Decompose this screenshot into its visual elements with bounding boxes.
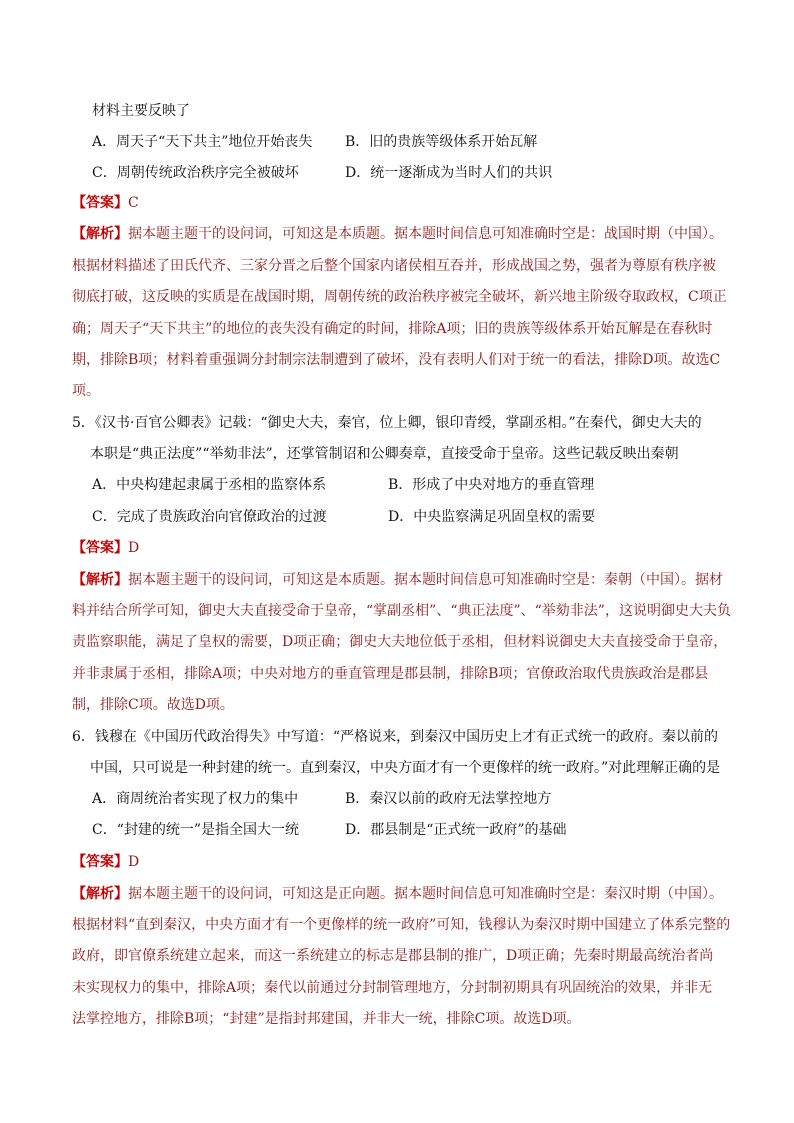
answer-value: D [128, 854, 140, 870]
q5-analysis-line-3: 并非隶属于丞相，排除A项；中央对地方的垂直管理是郡县制，排除B项；官僚政治取代贵族政治是郡县 [72, 666, 709, 682]
q4-stem-tail: 材料主要反映了 [92, 103, 190, 119]
q6-option-b: B．秦汉以前的政府无法掌控地方 [345, 791, 552, 807]
q5-option-a: A．中央构建起隶属于丞相的监察体系 [92, 477, 327, 493]
analysis-tag: 【解析】 [72, 886, 128, 902]
q4-analysis-line-1: 根据材料描述了田氏代齐、三家分晋之后整个国家内诸侯相互吞并，形成战国之势，强者为尊原有秩序被 [72, 258, 716, 274]
q5-analysis-line-1: 料并结合所学可知，御史大夫直接受命于皇帝，“掌副丞相”、“典正法度”、“举劾非法”，这说明御史大夫负 [72, 603, 731, 619]
q6-option-a: A．商周统治者实现了权力的集中 [92, 791, 299, 807]
answer-value: C [128, 195, 139, 211]
q5-option-d: D．中央监察满足巩固皇权的需要 [388, 509, 596, 525]
q5-analysis-line-0: 【解析】据本题主题干的设问词，可知这是本质题。据本题时间信息可知准确时空是：秦朝（中国）。据材 [72, 572, 723, 588]
q5-option-b: B．形成了中央对地方的垂直管理 [388, 477, 595, 493]
answer-tag: 【答案】 [72, 854, 128, 870]
q4-option-a: A．周天子“天下共主”地位开始丧失 [92, 134, 313, 150]
q4-analysis-line-3: 确；周天子“天下共主”的地位的丧失没有确定的时间，排除A项；旧的贵族等级体系开始瓦解是在春秋时 [72, 321, 713, 337]
q6-analysis-line-1: 根据材料“直到秦汉，中央方面才有一个更像样的统一政府”可知，钱穆认为秦汉时期中国建立了体系完整的 [72, 917, 731, 933]
analysis-tag: 【解析】 [72, 572, 128, 588]
answer-value: D [128, 540, 140, 556]
q5-answer [72, 538, 139, 558]
q4-analysis-line-4: 期，排除B项；材料着重强调分封制宗法制遭到了破坏，没有表明人们对于统一的看法，排除D项。故选C [72, 352, 721, 368]
answer-tag: 【答案】 [72, 540, 128, 556]
q6-answer [72, 852, 139, 872]
q4-answer [72, 193, 139, 213]
q6-analysis-line-4: 法掌控地方，排除B项；“封建”是指封邦建国，并非大一统，排除C项。故选D项。 [72, 1011, 581, 1027]
q4-analysis-line-5: 项。 [72, 383, 100, 399]
q6-option-c: C．“封建的统一”是指全国大一统 [92, 822, 300, 838]
q4-option-d: D．统一逐渐成为当时人们的共识 [345, 165, 553, 181]
answer-tag: 【答案】 [72, 195, 128, 211]
q4-option-c: C．周朝传统政治秩序完全被破坏 [92, 165, 299, 181]
analysis-tag: 【解析】 [72, 226, 128, 242]
q5-stem-line-0: 5．《汉书·百官公卿表》记载：“御史大夫，秦官，位上卿，银印青绶，掌副丞相。”在秦代，御史大夫的 [72, 415, 702, 431]
q6-analysis-line-3: 未实现权力的集中，排除A项；秦代以前通过分封制管理地方，分封制初期具有巩固统治的效果，并非无 [72, 980, 713, 996]
q5-option-c: C．完成了贵族政治向官僚政治的过渡 [92, 509, 327, 525]
q5-analysis-line-2: 责监察职能，满足了皇权的需要，D项正确；御史大夫地位低于丞相，但材料说御史大夫直接受命于皇帝， [72, 634, 728, 650]
q6-option-d: D．郡县制是“正式统一政府”的基础 [345, 822, 567, 838]
q4-option-b: B．旧的贵族等级体系开始瓦解 [345, 134, 538, 150]
q6-stem-line-0: 6．钱穆在《中国历代政治得失》中写道：“严格说来，到秦汉中国历史上才有正式统一的政府。秦以前的 [72, 729, 719, 745]
q6-analysis-line-2: 政府，即官僚系统建立起来，而这一系统建立的标志是郡县制的推广，D项正确；先秦时期最高统治者尚 [72, 948, 714, 964]
q6-stem-line-1: 中国，只可说是一种封建的统一。直到秦汉，中央方面才有一个更像样的统一政府。”对此理解正确的是 [90, 760, 721, 776]
q5-analysis-line-4: 制，排除C项。故选D项。 [72, 697, 234, 713]
q4-analysis-line-2: 彻底打破，这反映的实质是在战国时期，周朝传统的政治秩序被完全破坏，新兴地主阶级夺取政权，C项正 [72, 289, 727, 305]
q4-analysis-line-0: 【解析】据本题主题干的设问词，可知这是本质题。据本题时间信息可知准确时空是：战国时期（中国）。 [72, 226, 723, 242]
q5-stem-line-1: 本职是“典正法度”“举劾非法”，还掌管制诏和公卿奏章，直接受命于皇帝。这些记载反映出秦朝 [90, 446, 679, 462]
q6-analysis-line-0: 【解析】据本题主题干的设问词，可知这是正向题。据本题时间信息可知准确时空是：秦汉时期（中国）。 [72, 886, 723, 902]
